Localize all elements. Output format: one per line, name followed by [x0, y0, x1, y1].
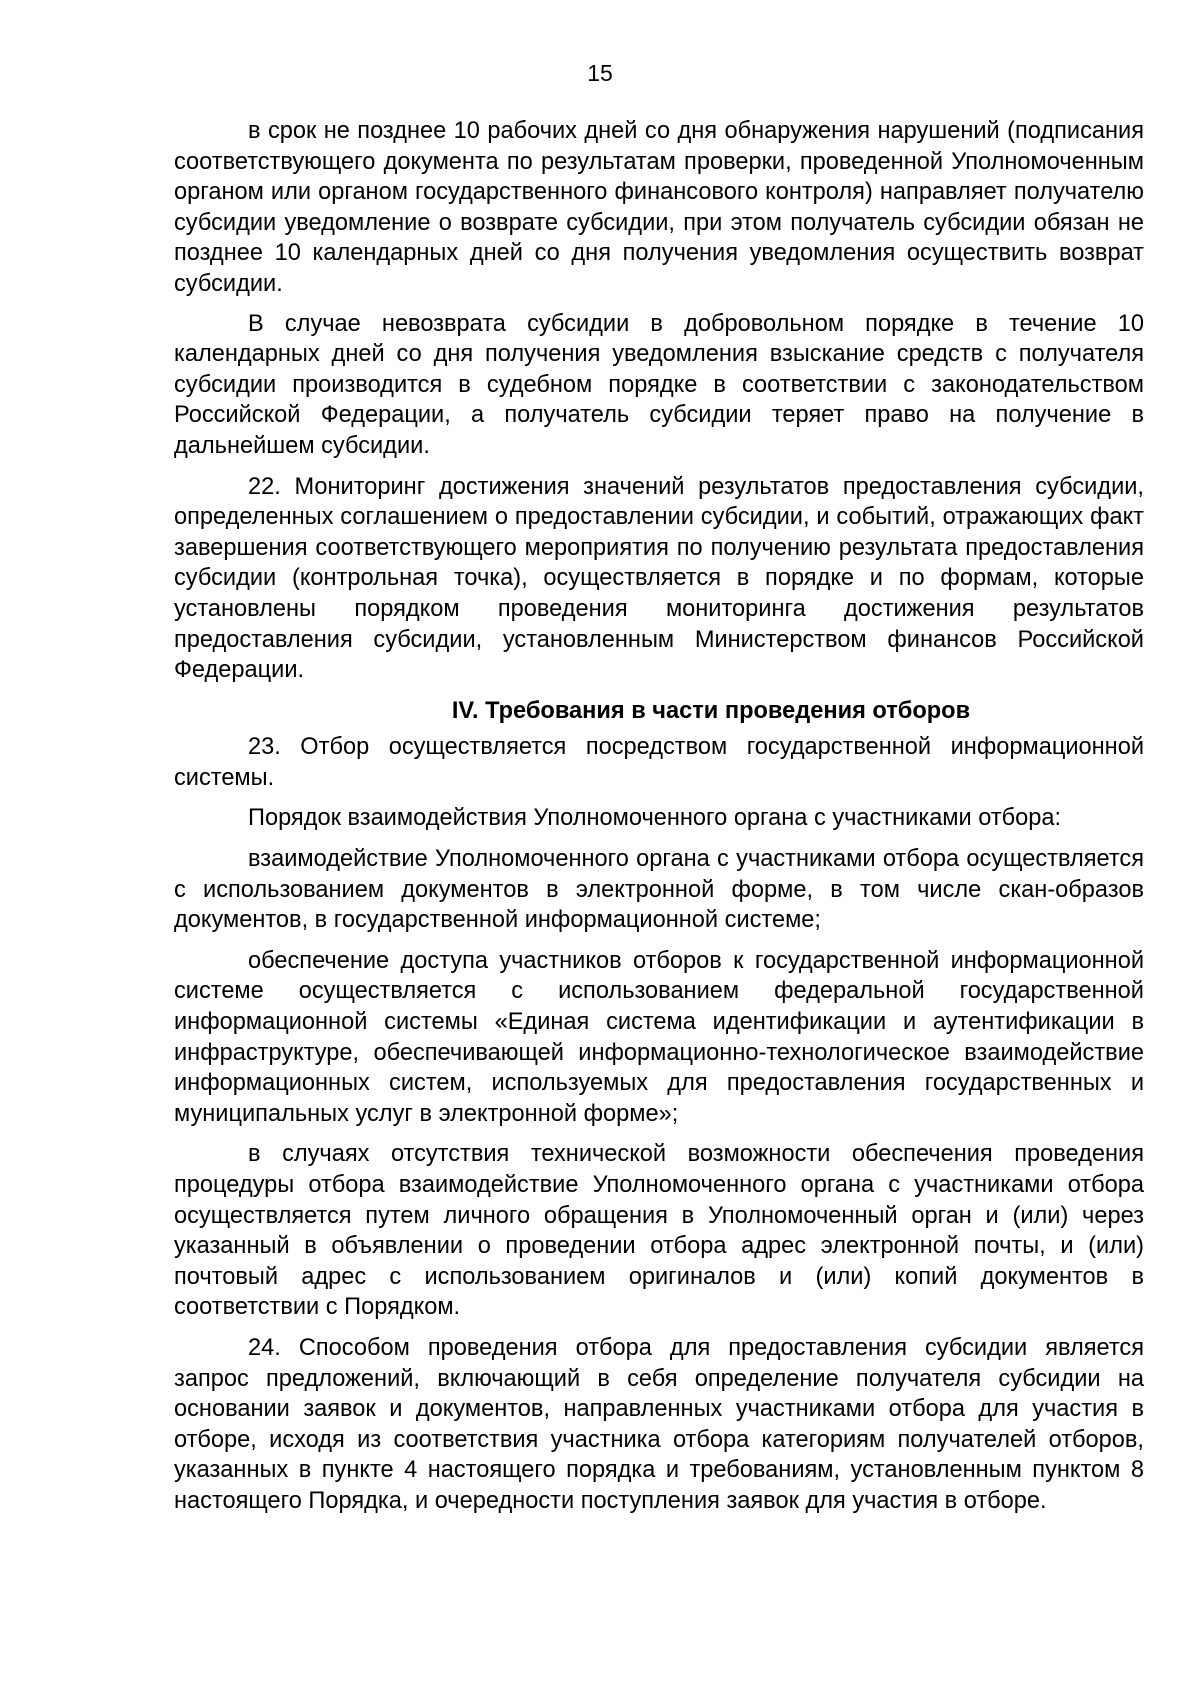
paragraph-esia-access: обеспечение доступа участников отборов к государственной информационной системе осуществляется с использованием федеральной государственной информационной системы «Единая система идентификации и аутентификации в инфраструктуре, обеспечивающей информационно-технологическое взаимодействие информационных систем, используемых для предоставления государственных и муниципальных услуг в электронной форме»;	[174, 947, 1144, 1127]
paragraph-electronic-documents: взаимодействие Уполномоченного органа с участниками отбора осуществляется с использованием документов в электронной форме, в том числе скан-образов документов, в государственной информационной системе;	[174, 846, 1144, 934]
paragraph-24-method: 24. Способом проведения отбора для предоставления субсидии является запрос предложений, включающий в себя определение получателя субсидии на основании заявок и документов, направленных участниками отбора для участия в отборе, исходя из соответствия участника отбора категориям получателей отборов, указанных в пункте 4 настоящего порядка и требованиям, установленным пунктом 8 настоящего Порядка, и очередности поступления заявок для участия в отборе.	[174, 1334, 1144, 1514]
paragraph-23-selection: 23. Отбор осуществляется посредством государственной информационной системы.	[174, 734, 1144, 791]
paragraph-non-refund: В случае невозврата субсидии в добровольном порядке в течение 10 календарных дней со дня получения уведомления взыскание средств с получателя субсидии производится в судебном порядке в соответствии с законодательством Российской Федерации, а получатель субсидии теряет право на получение в дальнейшем субсидии.	[174, 310, 1144, 459]
paragraph-interaction-order: Порядок взаимодействия Уполномоченного органа с участниками отбора:	[248, 805, 1062, 832]
paragraph-refund-notice: в срок не позднее 10 рабочих дней со дня обнаружения нарушений (подписания соответствующего документа по результатам проверки, проведенной Уполномоченным органом или органом государственного финансового контроля) направляет получателю субсидии уведомление о возврате субсидии, при этом получатель субсидии обязан не позднее 10 календарных дней со дня получения уведомления осуществить возврат субсидии.	[174, 118, 1144, 297]
paragraph-no-technical-possibility: в случаях отсутствия технической возможности обеспечения проведения процедуры отбора взаимодействие Уполномоченного органа с участниками отбора осуществляется путем личного обращения в Уполномоченный орган и (или) через указанный в объявлении о проведении отбора адрес электронной почты, и (или) почтовый адрес с использованием оригиналов и (или) копий документов в соответствии с Порядком.	[174, 1141, 1144, 1321]
page-number: 15	[587, 60, 613, 86]
section-heading-iv: IV. Требования в части проведения отборов	[451, 697, 971, 724]
paragraph-22-monitoring: 22. Мониторинг достижения значений результатов предоставления субсидии, определенных соглашением о предоставлении субсидии, и событий, отражающих факт завершения соответствующего мероприятия по получению результата предоставления субсидии (контрольная точка), осуществляется в порядке и по формам, которые установлены порядком проведения мониторинга достижения результатов предоставления субсидии, установленным Министерством финансов Российской Федерации.	[174, 473, 1144, 684]
document-body	[174, 116, 1144, 1527]
